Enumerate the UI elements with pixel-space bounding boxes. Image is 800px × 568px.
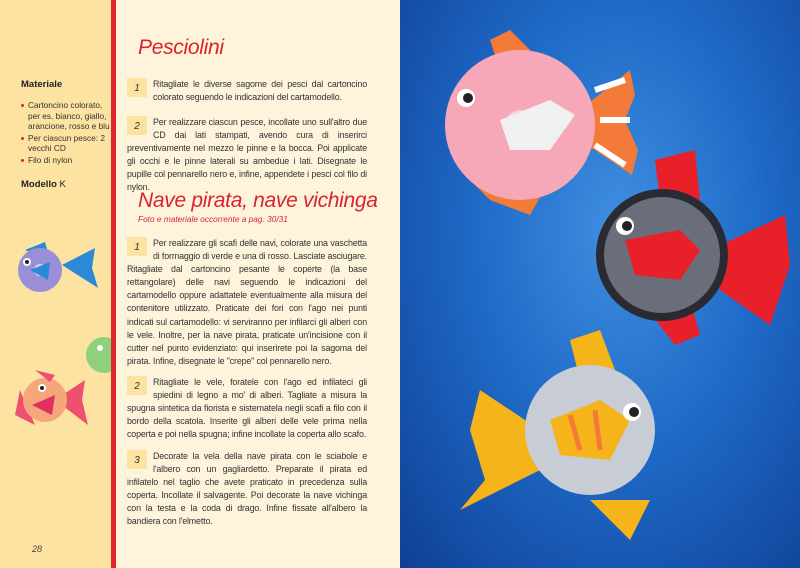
materials-list [21,100,111,166]
step-text: Decorate la vela della nave pirata con le sciabole e l'albero con un gagliardetto. Preparate il pirata ed infilatelo nel taglio che avete praticato in precedenza sulla coperta. Incollate il salvagente. Poi decorate la nave vichinga con la testa e la coda di drago. Infine fissate all'albero la bandiera con l'elmetto. [127,451,367,527]
step-3-nave [127,450,367,529]
step-number: 2 [127,376,147,395]
model-reference [21,179,66,190]
page-number: 28 [32,544,43,554]
cd-fish-illustration [400,0,800,568]
step-2-pesciolini [127,116,367,195]
model-label: Modello [21,179,57,190]
yellow-cd-fish-icon [460,330,655,540]
step-text: Ritagliate le diverse sagome dei pesci dal cartoncino colorato seguendo le indicazioni del cartamodello. [153,79,367,103]
green-fish-icon [86,337,111,373]
step-2-nave [127,376,367,441]
step-text: Per realizzare ciascun pesce, incollate uno sull'altro due CD dai lati stampati, avendo cura di inserirci preventivamente nel mezzo le pinne e la bocca. Poi applicate gli occhi e le pinne laterali su ambedue i lati. Disegnate le pupille col pennarello nero e, infine, appendete i pesci col filo di nylon. [127,117,367,193]
step-number: 1 [127,237,147,256]
step-text: Ritagliate le vele, foratele con l'ago ed infilateci gli spiedini di legno a mo' di alberi. Tagliate a misura la spugna sintetica da fiorista e sistematela negli scafi a filo con il bordo della scatola. Inserite gli alberi delle vele prima nella coperta e poi nella spugna; infine incollate la coperta allo scafo. [127,377,367,440]
section-subtitle: Foto e materiale occorrente a pag. 30/31 [138,214,288,224]
materials-heading: Materiale [21,79,63,90]
fish-photo [400,0,800,568]
step-number: 3 [127,450,147,469]
step-number: 2 [127,116,147,135]
blue-fish-icon [18,242,98,292]
step-1-pesciolini [127,78,367,104]
pink-fish-icon [15,370,88,425]
section-title-pesciolini: Pesciolini [138,36,224,59]
step-number: 1 [127,78,147,97]
materials-sidebar [0,0,111,568]
model-value: K [59,179,66,190]
section-title-nave: Nave pirata, nave vichinga [138,189,378,212]
material-item: Filo di nylon [21,155,111,166]
pink-cd-fish-icon [445,30,638,215]
material-item: Cartoncino colorato, per es. bianco, giallo, arancione, rosso e blu [21,100,111,132]
step-1-nave [127,237,367,368]
small-fish-illustration [0,240,111,450]
black-cd-fish-icon [596,150,790,345]
material-item: Per ciascun pesce: 2 vecchi CD [21,133,111,154]
step-text: Per realizzare gli scafi delle navi, colorate una vaschetta di formaggio di verde e una di rosso. Lasciate asciugare. Ritagliate dal cartoncino pesante le coperte (la base rettangolare) delle navi seguendo le indicazioni del cartamodello oppure adattatele eventualmente alla misura del contenitore utilizzato. Praticate dei fori con l'ago nei punti indicati sul cartamodello: vi serviranno per infilarci gli alberi con le vele. Inoltre, per la nave pirata, praticate un'incisione con il cutter nel punto evidenziato: qui inserirete poi la sagoma del pirata. Infine, disegnate le "crepe" col pennarello nero. [127,238,367,366]
